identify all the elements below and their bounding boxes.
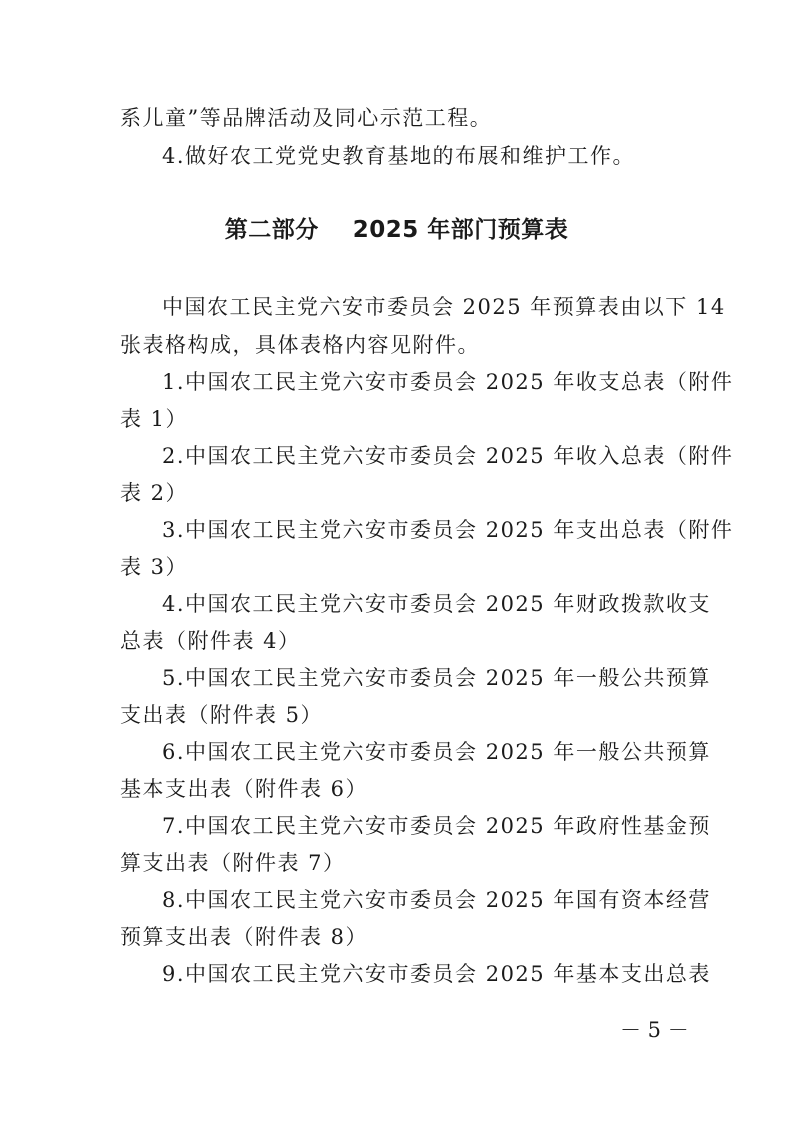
list-item-continuation: 支出表（附件表 5）: [120, 703, 324, 727]
list-item-continuation: 表 2）: [120, 481, 189, 505]
list-item: 9.中国农工民主党六安市委员会 2025 年基本支出总表: [162, 962, 711, 986]
text-line: 中国农工民主党六安市委员会 2025 年预算表由以下 14: [162, 295, 726, 319]
list-item: 1.中国农工民主党六安市委员会 2025 年收支总表（附件: [162, 370, 734, 394]
list-item: 8.中国农工民主党六安市委员会 2025 年国有资本经营: [162, 888, 711, 912]
list-item: 7.中国农工民主党六安市委员会 2025 年政府性基金预: [162, 814, 711, 838]
text-line: 张表格构成，具体表格内容见附件。: [120, 333, 480, 357]
list-item: 6.中国农工民主党六安市委员会 2025 年一般公共预算: [162, 740, 711, 764]
list-item-continuation: 预算支出表（附件表 8）: [120, 925, 369, 949]
list-item: 2.中国农工民主党六安市委员会 2025 年收入总表（附件: [162, 444, 734, 468]
page-number: － 5 －: [620, 1018, 689, 1042]
list-item: 5.中国农工民主党六安市委员会 2025 年一般公共预算: [162, 666, 711, 690]
text-line: 系儿童”等品牌活动及同心示范工程。: [120, 106, 493, 130]
list-item-continuation: 基本支出表（附件表 6）: [120, 777, 369, 801]
section-heading: 第二部分 2025 年部门预算表: [224, 217, 569, 243]
list-item-continuation: 算支出表（附件表 7）: [120, 851, 346, 875]
list-item-continuation: 总表（附件表 4）: [120, 629, 301, 653]
list-item: 4.中国农工民主党六安市委员会 2025 年财政拨款收支: [162, 592, 711, 616]
list-item-continuation: 表 1）: [120, 407, 189, 431]
text-line: 4.做好农工党党史教育基地的布展和维护工作。: [162, 144, 636, 168]
list-item: 3.中国农工民主党六安市委员会 2025 年支出总表（附件: [162, 518, 734, 542]
list-item-continuation: 表 3）: [120, 555, 189, 579]
